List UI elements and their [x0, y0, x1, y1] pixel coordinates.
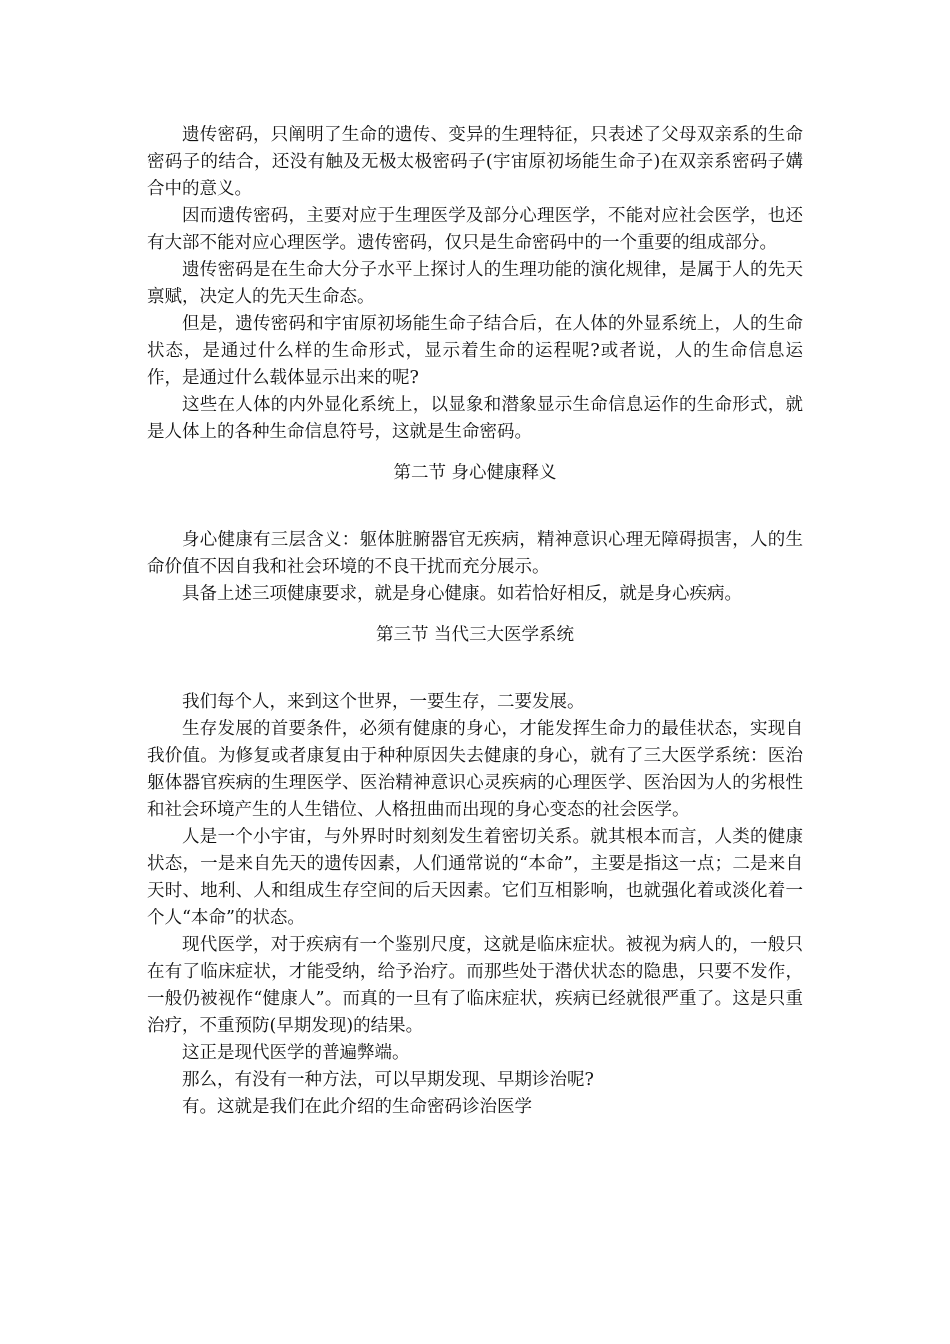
paragraph: 具备上述三项健康要求，就是身心健康。如若恰好相反，就是身心疾病。 — [182, 584, 742, 604]
paragraph: 生存发展的首要条件，必须有健康的身心，才能发挥生命力的最佳状态，实现自我价值。为修复或者康复由于种种原因失去健康的身心，就有了三大医学系统：医治躯体器官疾病的生理医学、医治精神意识心灵疾病的心理医学、医治因为人的劣根性和社会环境产生的人生错位、人格扭曲而出现的身心变态的社会医学。 — [147, 719, 803, 820]
paragraph: 因而遗传密码，主要对应于生理医学及部分心理医学，不能对应社会医学，也还有大部不能对应心理医学。遗传密码，仅只是生命密码中的一个重要的组成部分。 — [147, 206, 803, 253]
document-page — [147, 122, 803, 1121]
section-heading: 第二节 身心健康释义 — [393, 463, 557, 483]
paragraph: 遗传密码，只阐明了生命的遗传、变异的生理特征，只表述了父母双亲系的生命密码子的结合，还没有触及无极太极密码子(宇宙原初场能生命子)在双亲系密码子媾合中的意义。 — [147, 125, 803, 199]
paragraph: 但是，遗传密码和宇宙原初场能生命子结合后，在人体的外显系统上，人的生命状态，是通过什么样的生命形式，显示着生命的运程呢?或者说，人的生命信息运作，是通过什么载体显示出来的呢? — [147, 314, 803, 388]
paragraph: 这些在人体的内外显化系统上，以显象和潜象显示生命信息运作的生命形式，就是人体上的各种生命信息符号，这就是生命密码。 — [147, 395, 803, 442]
paragraph: 遗传密码是在生命大分子水平上探讨人的生理功能的演化规律，是属于人的先天禀赋，决定人的先天生命态。 — [147, 260, 803, 307]
paragraph: 身心健康有三层含义：躯体脏腑器官无疾病，精神意识心理无障碍损害，人的生命价值不因自我和社会环境的不良干扰而充分展示。 — [147, 530, 803, 577]
paragraph: 我们每个人，来到这个世界，一要生存，二要发展。 — [182, 692, 585, 712]
paragraph: 现代医学，对于疾病有一个鉴别尺度，这就是临床症状。被视为病人的，一般只在有了临床症状，才能受纳，给予治疗。而那些处于潜伏状态的隐患，只要不发作，一般仍被视作“健康人”。而真的一旦有了临床症状，疾病已经就很严重了。这是只重治疗，不重预防(早期发现)的结果。 — [147, 935, 803, 1036]
paragraph: 这正是现代医学的普遍弊端。 — [182, 1043, 410, 1063]
paragraph: 那么，有没有一种方法，可以早期发现、早期诊治呢? — [182, 1070, 594, 1090]
paragraph: 人是一个小宇宙，与外界时时刻刻发生着密切关系。就其根本而言，人类的健康状态，一是来自先天的遗传因素，人们通常说的“本命”，主要是指这一点；二是来自天时、地利、人和组成生存空间的后天因素。它们互相影响，也就强化着或淡化着一个人“本命”的状态。 — [147, 827, 803, 928]
paragraph: 有。这就是我们在此介绍的生命密码诊治医学 — [182, 1097, 532, 1117]
section-heading: 第三节 当代三大医学系统 — [375, 625, 575, 645]
